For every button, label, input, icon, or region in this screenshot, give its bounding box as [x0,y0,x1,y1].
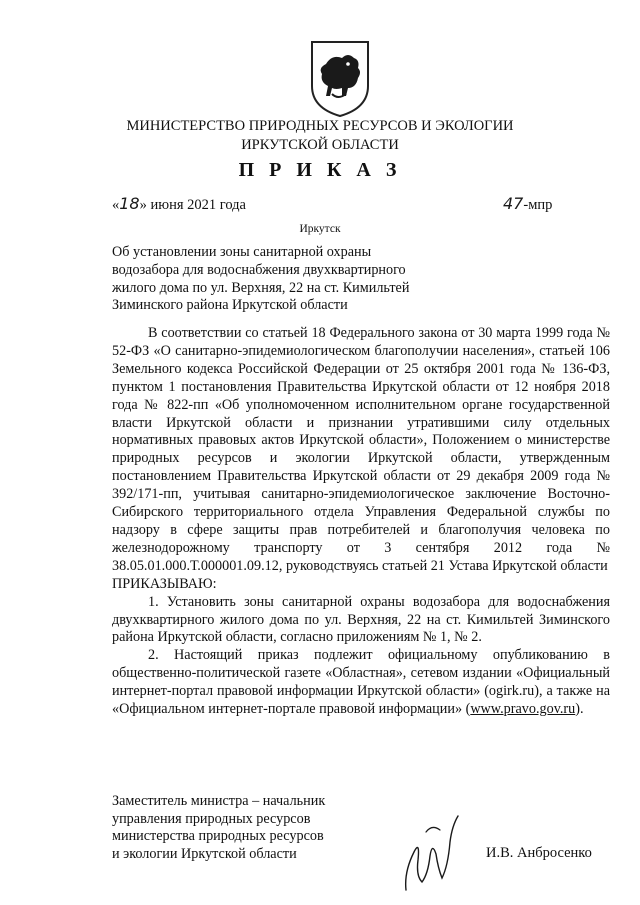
date-day-handwritten: 18 [119,194,140,213]
order-number-suffix: -мпр [523,197,553,213]
order-city: Иркутск [299,223,341,235]
signer-name: И.В. Анбросенко [486,845,592,861]
order-word: ПРИКАЗЫВАЮ: [112,575,217,592]
coat-of-arms-icon [302,38,378,118]
date-close-quote: » [139,197,147,213]
item-2-paragraph [112,647,610,719]
item-2-text: 2. Настоящий приказ подлежит официальному опубликованию в общественно-политической газете «Областная», сетевом издании «Официальный интернет-портал правовой информации Иркутской области» (ogirk.ru), а также на «Официальном интернет-портале правовой информации» ( [112,647,610,718]
order-title: П Р И К А З [238,159,402,181]
order-number [503,194,552,214]
handwritten-signature-icon [392,812,462,894]
pravo-gov-link[interactable]: www.pravo.gov.ru [470,701,576,718]
ministry-name-line2: ИРКУТСКОЙ ОБЛАСТИ [241,137,399,153]
signer-title-line: Заместитель министра – начальник [112,793,326,809]
signer-title-line: и экологии Иркутской области [112,845,297,862]
order-date [112,194,246,214]
order-subject [112,244,432,315]
order-body [112,325,610,719]
signer-title-line: управления природных ресурсов [112,810,311,827]
signer-title [112,793,392,863]
ministry-name-line1: МИНИСТЕРСТВО ПРИРОДНЫХ РЕСУРСОВ И ЭКОЛОГИИ [126,118,514,134]
date-month-year: июня 2021 года [150,197,246,213]
item-2-end: ). [575,701,584,718]
order-number-handwritten: 47 [503,194,524,213]
subject-line: водозабора для водоснабжения двухквартирного [112,261,406,278]
subject-line: Зиминского района Иркутской области [112,297,348,314]
preamble-paragraph: В соответствии со статьей 18 Федерального закона от 30 марта 1999 года № 52-ФЗ «О санитарно-эпидемиологическом благополучии населения», статьей 106 Земельного кодекса Российской Федерации от 25 октября 2001 года № 136-ФЗ, пунктом 1 постановления Правительства Иркутской области от 12 ноября 2018 года № 822-пп «Об уполномоченном исполнительном органе государственной власти Иркутской области и признании утратившими силу отдельных нормативных правовых актов Иркутской области», Положением о министерстве природных ресурсов и экологии Иркутской области, утвержденным постановлением Правительства Иркутской области от 29 декабря 2009 года № 392/171-пп, учитывая санитарно-эпидемиологическое заключение Восточно-Сибирского территориального отдела Управления Федеральной службы по надзору в сфере защиты прав потребителей и благополучия человека по железнодорожному транспорту от 3 сентября 2012 года № 38.05.01.000.Т.000001.09.12, руководствуясь статьей 21 Устава Иркутской области [112,325,610,574]
subject-line: жилого дома по ул. Верхняя, 22 на ст. Кимильтей [112,279,410,296]
signer-title-line: министерства природных ресурсов [112,828,324,845]
subject-line: Об установлении зоны санитарной охраны [112,244,372,260]
item-1-paragraph: 1. Установить зоны санитарной охраны водозабора для водоснабжения двухквартирного жилого дома по ул. Верхняя, 22 на ст. Кимильтей Зиминского района Иркутской области, согласно приложениям № 1, № 2. [112,593,610,646]
date-open-quote: « [112,197,120,213]
